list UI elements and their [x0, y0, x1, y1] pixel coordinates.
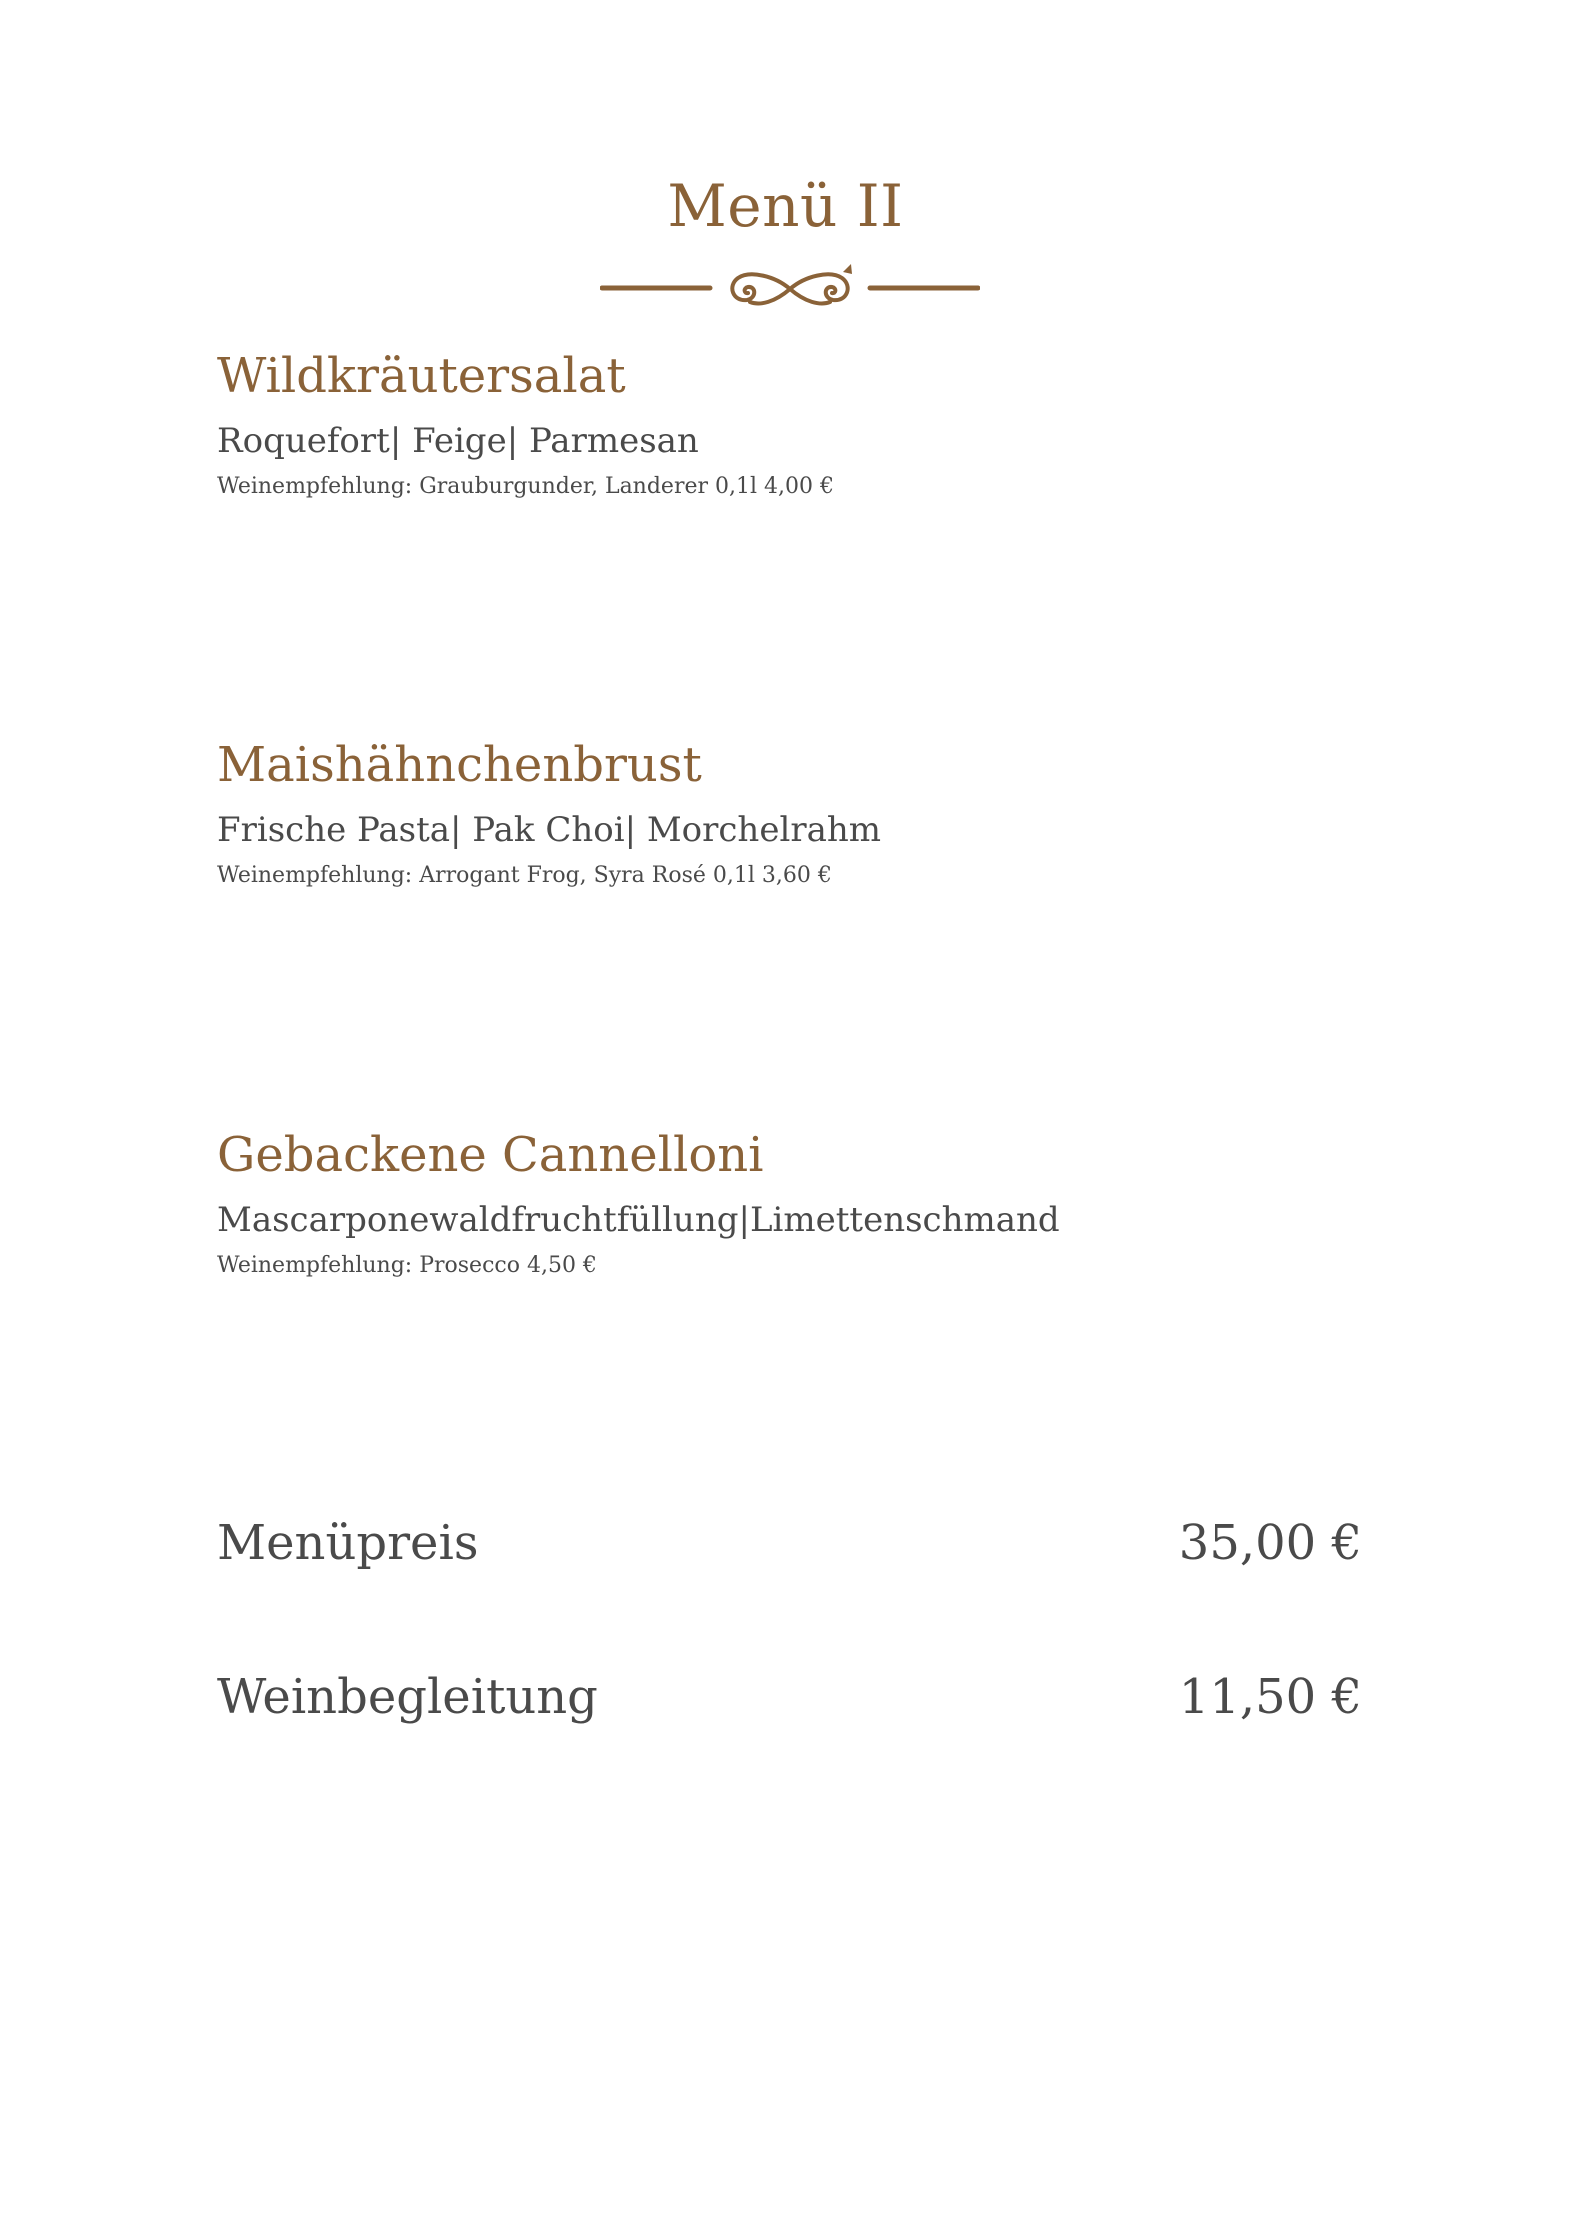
page-title: Menü II	[667, 172, 904, 240]
course-2	[217, 737, 1367, 891]
menu-price-row	[217, 1514, 1362, 1572]
course-title: Maishähnchenbrust	[217, 737, 702, 793]
course-1	[217, 348, 1367, 502]
course-description: Frische Pasta| Pak Choi| Morchelrahm	[217, 810, 881, 850]
wine-recommendation: Weinempfehlung: Arrogant Frog, Syra Rosé 0,1l 3,60 €	[217, 863, 832, 888]
course-3	[217, 1127, 1367, 1281]
wine-recommendation: Weinempfehlung: Grauburgunder, Landerer 0,1l 4,00 €	[217, 474, 834, 499]
wine-pairing-row	[217, 1668, 1362, 1726]
course-title: Wildkräutersalat	[217, 348, 626, 404]
wine-recommendation: Weinempfehlung: Prosecco 4,50 €	[217, 1253, 597, 1278]
menu-price-value: 35,00 €	[1178, 1515, 1362, 1571]
course-description: Roquefort| Feige| Parmesan	[217, 421, 699, 461]
scroll-flourish-divider-icon	[600, 262, 980, 316]
course-title: Gebackene Cannelloni	[217, 1127, 764, 1183]
menu-price-label: Menüpreis	[217, 1515, 479, 1571]
course-description: Mascarponewaldfruchtfüllung|Limettenschmand	[217, 1200, 1060, 1240]
wine-pairing-value: 11,50 €	[1178, 1669, 1362, 1725]
wine-pairing-label: Weinbegleitung	[217, 1669, 598, 1725]
